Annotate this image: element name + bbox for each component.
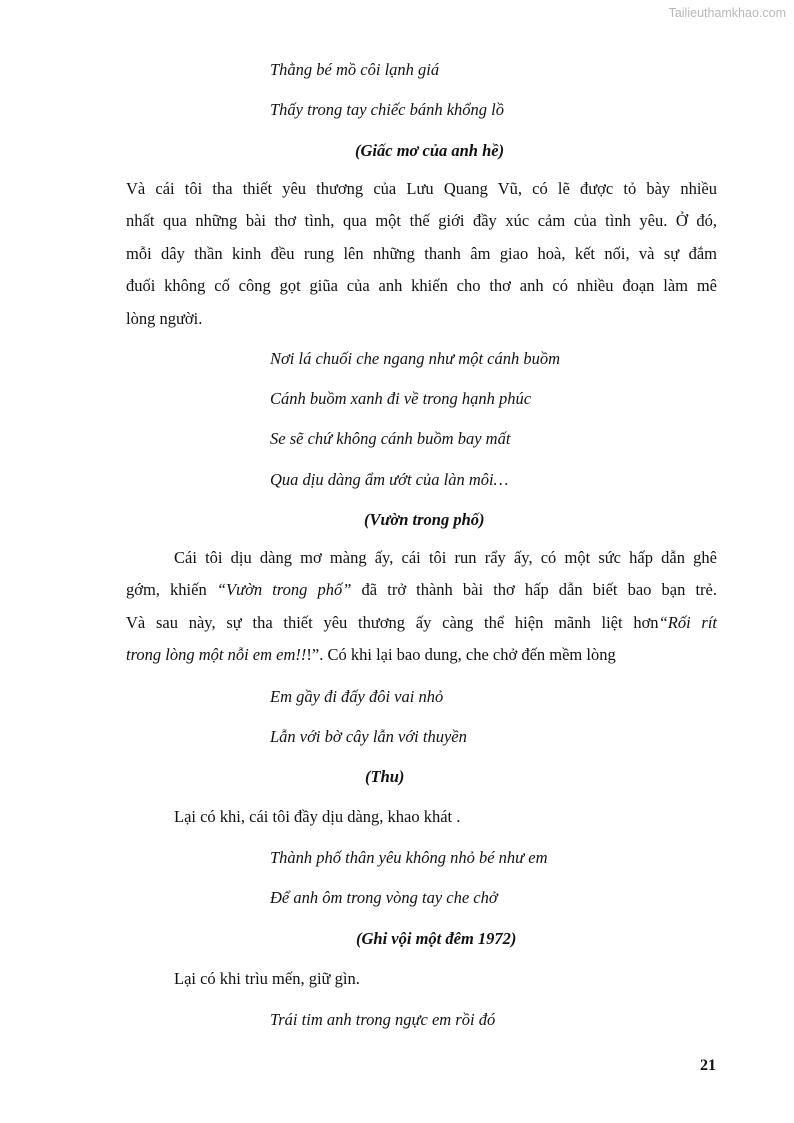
paragraph-line [126,639,717,671]
verse-line: Trái tim anh trong ngực em rồi đó [270,1010,496,1029]
prose-line: Lại có khi trìu mến, giữ gìn. [174,969,360,988]
paragraph-line [126,607,717,639]
quoted-verse: “Rối rít [658,612,717,632]
paragraph-line: mỗi dây thần kinh đều rung lên những thanh âm giao hoà, kết nối, và sự đắm [126,243,717,263]
text-run: gớm, khiến [126,580,217,600]
quoted-verse: trong lòng một nỗi em em!! [126,645,307,665]
poem-source: (Thu) [365,767,405,786]
verse-line: Nơi lá chuối che ngang như một cánh buồm [270,349,561,368]
paragraph-line: nhất qua những bài thơ tình, qua một thế giới đầy xúc cảm của tình yêu. Ở đó, [126,211,717,231]
paragraph-line: đuối không cố công gọt giũa của anh khiến cho thơ anh có nhiều đoạn làm mê [126,276,717,296]
poem-source: (Giấc mơ của anh hề) [355,141,505,160]
verse-line: Thành phố thân yêu không nhỏ bé như em [270,848,548,867]
quoted-title: “Vườn trong phố” [216,580,352,600]
paragraph [126,542,717,672]
page-number: 21 [700,1057,716,1074]
watermark: Tailieuthamkhao.com [668,6,786,20]
paragraph-line: Và cái tôi tha thiết yêu thương của Lưu Quang Vũ, có lẽ được tỏ bày nhiều [126,179,717,198]
poem-source: (Ghi vội một đêm 1972) [356,929,517,948]
paragraph-line [126,574,717,606]
verse-line: Thằng bé mồ côi lạnh giá [270,60,440,79]
verse-line: Se sẽ chứ không cánh buồm bay mất [270,429,511,448]
text-run: Và sau này, sự tha thiết yêu thương ấy càng thể hiện mãnh liệt hơn [126,612,659,632]
text-run: !”. Có khi lại bao dung, che chở đến mềm lòng [306,645,616,665]
verse-line: Lẫn với bờ cây lẫn với thuyền [270,727,467,746]
paragraph-line: Cái tôi dịu dàng mơ màng ấy, cái tôi run rẩy ấy, có một sức hấp dẫn ghê [174,548,717,567]
poem-source: (Vườn trong phố) [364,510,485,529]
text-run: đã trở thành bài thơ hấp dẫn biết bao bạn trẻ. [351,580,717,600]
verse-line: Cánh buồm xanh đi về trong hạnh phúc [270,389,532,408]
paragraph [126,173,717,335]
verse-line: Thấy trong tay chiếc bánh khổng lồ [270,100,505,119]
verse-line: Em gầy đi đấy đôi vai nhỏ [270,687,444,706]
prose-line: Lại có khi, cái tôi đầy dịu dàng, khao khát . [174,807,461,826]
verse-line: Qua dịu dàng ẩm ướt của làn môi… [270,470,509,489]
verse-line: Để anh ôm trong vòng tay che chở [270,888,498,907]
paragraph-line: lòng người. [126,308,203,328]
